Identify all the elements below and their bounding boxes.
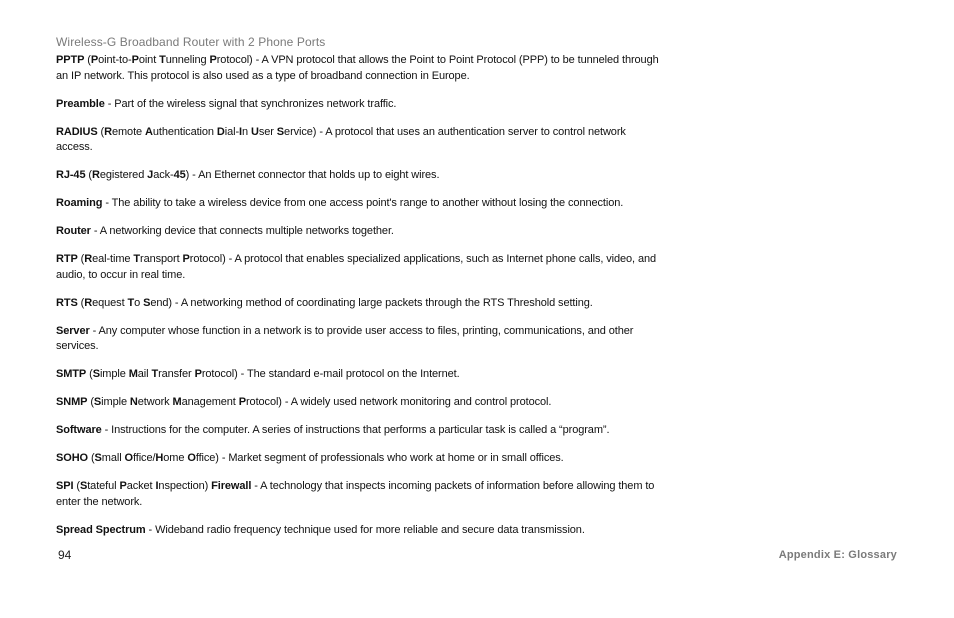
term-bold-segment: U [251,125,259,138]
page-number: 94 [58,548,72,562]
term-bold-segment: R [104,125,112,138]
term-segment: imple [101,396,130,408]
term-segment: anagement [181,396,239,408]
glossary-entry [56,97,662,113]
glossary-term [56,197,102,209]
glossary-definition: - Part of the wireless signal that synchronizes network traffic. [104,97,397,110]
term-segment: ( [77,253,85,265]
term-bold-segment: S [92,368,100,380]
term-segment: n [242,125,251,138]
term-segment: ( [86,368,93,380]
term-bold-segment: P [238,396,246,408]
glossary-entry [56,125,662,156]
term-segment: ser [258,125,277,138]
glossary-entry [56,252,662,283]
term-segment: nspection) [158,480,212,492]
glossary-definition: - Instructions for the computer. A series of instructions that performs a particular task is called a “program”. [101,424,610,436]
document-header: Wireless-G Broadband Router with 2 Phone Ports [56,35,326,49]
glossary-definition: - The standard e-mail protocol on the Internet. [237,368,460,380]
term-bold-segment: P [131,54,139,66]
term-bold-segment: RADIUS [56,125,98,138]
term-segment: ( [87,396,94,408]
term-bold-segment: P [90,54,99,66]
term-segment: etwork [137,396,173,408]
term-segment: ( [85,169,92,181]
glossary-entry [56,523,662,539]
glossary-term [56,54,253,66]
term-bold-segment: Spread Spectrum [56,523,146,536]
term-segment: ial- [224,125,240,138]
term-segment: mall [101,452,125,464]
glossary-entry [56,395,662,411]
term-segment: end) [150,296,172,309]
term-segment: ( [84,54,91,66]
term-bold-segment: S [79,480,88,492]
glossary-entry [56,224,662,240]
glossary-definition: - Wideband radio frequency technique used for more reliable and secure data transmission. [145,523,585,536]
term-bold-segment: Firewall [211,480,252,492]
term-bold-segment: T [133,253,140,265]
term-segment: ) [185,169,190,181]
term-segment: equest [92,296,128,309]
glossary-entry [56,451,662,467]
term-segment: egistered [99,169,148,181]
term-segment: ransport [140,253,183,265]
glossary-term [56,297,172,309]
term-segment: ail [137,368,152,380]
term-bold-segment: P [182,253,190,265]
term-bold-segment: RJ-45 [56,169,86,181]
term-bold-segment: H [155,452,164,464]
term-segment: ffice) [195,452,219,464]
term-bold-segment: 45 [173,169,186,181]
glossary-term [56,253,226,265]
term-segment: ( [73,480,80,492]
glossary-term [56,424,102,436]
term-bold-segment: RTP [56,253,78,265]
glossary-entry [56,479,662,510]
term-bold-segment: R [92,169,100,181]
term-bold-segment: SOHO [56,452,88,464]
term-bold-segment: S [143,296,151,309]
term-bold-segment: T [159,54,166,66]
term-segment: imple [99,368,129,380]
glossary-term [56,452,219,464]
term-bold-segment: J [147,169,154,181]
glossary-entry [56,296,662,312]
glossary-definition: - A networking device that connects multiple networks together. [90,225,394,237]
glossary-definition: - An Ethernet connector that holds up to eight wires. [189,169,440,181]
glossary-definition: - A technology that inspects incoming packets of information before allowing them to enter the network. [56,480,655,508]
term-bold-segment: S [94,452,102,464]
glossary-entry [56,168,662,184]
term-segment: rotocol) [189,253,226,265]
term-bold-segment: RTS [56,296,78,309]
glossary-entry [56,367,662,383]
glossary-term [56,368,238,380]
term-bold-segment: Preamble [56,97,105,110]
term-bold-segment: T [127,296,135,309]
term-segment: rotocol) [245,396,282,408]
term-bold-segment: T [151,368,159,380]
term-segment: unneling [165,54,210,66]
term-segment: tateful [87,480,120,492]
term-bold-segment: SPI [56,480,74,492]
term-segment: ( [77,296,85,309]
term-bold-segment: M [172,396,182,408]
term-bold-segment: Roaming [56,197,103,209]
term-bold-segment: PPTP [56,54,85,66]
term-bold-segment: O [187,452,196,464]
glossary-term [56,98,105,110]
glossary-term [56,225,91,237]
term-segment: rotocol) [201,368,238,380]
term-bold-segment: P [209,54,217,66]
term-segment: eal-time [92,253,134,265]
term-segment: ransfer [158,368,195,380]
term-bold-segment: R [84,296,93,309]
term-bold-segment: P [119,480,127,492]
term-segment: ( [97,125,105,138]
term-segment: acket [126,480,156,492]
term-segment: ome [163,452,188,464]
term-bold-segment: S [93,396,102,408]
term-bold-segment: D [216,125,225,138]
glossary-entry [56,196,662,212]
term-bold-segment: Software [56,424,102,436]
glossary-term [56,169,189,181]
term-segment: oint-to- [98,54,132,66]
glossary-term [56,524,146,536]
term-segment: oint [138,54,160,66]
glossary-entry [56,423,662,439]
glossary-definition: - A networking method of coordinating large packets through the RTS Threshold setting. [171,296,593,309]
glossary-entry [56,324,662,355]
glossary-definition: - Market segment of professionals who work at home or in small offices. [218,452,564,464]
term-bold-segment: Router [56,225,91,237]
term-segment: ( [88,452,95,464]
term-bold-segment: Server [56,324,90,337]
term-bold-segment: R [84,253,93,265]
term-segment: o [134,296,144,309]
glossary-term [56,126,316,138]
term-bold-segment: I [155,480,159,492]
term-segment: rotocol) [216,54,253,66]
glossary-entry [56,53,662,84]
section-footer: Appendix E: Glossary [778,549,897,561]
glossary-definition: - The ability to take a wireless device from one access point's range to another without losing the connection. [102,197,624,209]
term-bold-segment: SNMP [56,396,88,408]
glossary-term [56,480,251,492]
term-bold-segment: I [239,125,243,138]
term-bold-segment: O [124,452,133,464]
glossary-definition: - A protocol that enables specialized applications, such as Internet phone calls, video, and audio, to occur in real time. [56,253,657,281]
term-segment: ervice) [284,125,317,138]
term-bold-segment: P [194,368,202,380]
glossary-definition: - A VPN protocol that allows the Point to Point Protocol (PPP) to be tunneled through an IP network. This protocol is also used as a type of broadband connection in Europe. [56,54,659,82]
term-bold-segment: A [145,125,153,138]
term-bold-segment: N [129,396,138,408]
glossary-term [56,396,282,408]
glossary-definition: - A widely used network monitoring and control protocol. [281,396,552,408]
term-bold-segment: S [276,125,285,138]
term-bold-segment: SMTP [56,368,87,380]
term-segment: ffice/ [132,452,156,464]
glossary-term [56,325,90,337]
glossary-definition: - A protocol that uses an authentication server to control network access. [56,125,626,153]
glossary-entries [56,53,662,538]
term-segment: ack- [153,169,174,181]
glossary-definition: - Any computer whose function in a network is to provide user access to files, printing, communications, and other services. [56,324,634,352]
term-segment: emote [111,125,145,138]
term-bold-segment: M [128,368,138,380]
term-segment: uthentication [152,125,217,138]
